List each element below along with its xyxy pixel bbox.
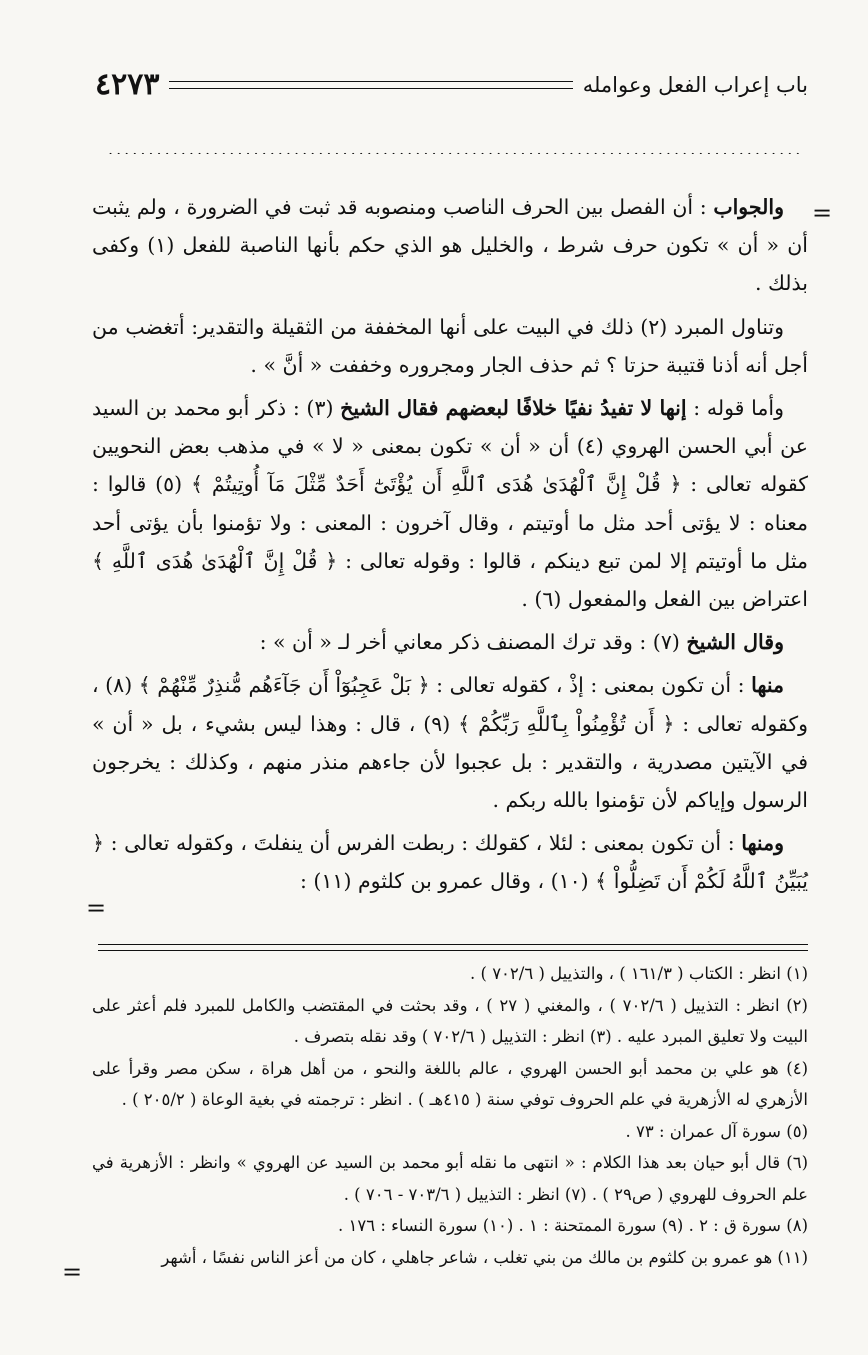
footnote-rule bbox=[98, 944, 808, 951]
paragraph-text: (٣) : ذكر أبو محمد بن السيد عن أبي الحسن الهروي (٤) أن « أن » تكون بمعنى « لا » في مذهب بعض النحويين كقوله تعالى : ﴿ قُلْ إِنَّ ٱلْهُدَىٰ هُدَى ٱللَّهِ أَن يُؤْتَىٰٓ أَحَدٌ مِّثْلَ مَآ أُوتِيتُمْ ﴾ (٥) قالوا : معناه : لا يؤتى أحد مثل ما أوتيتم ، وقال آخرون : المعنى : ولا تؤمنوا بأن يؤتى أحد مثل ما أوتيتم إلا لمن تبع دينكم ، قالوا : وقوله تعالى : ﴿ قُلْ إِنَّ ٱلْهُدَىٰ هُدَى ٱللَّهِ ﴾ اعتراض بين الفعل والمفعول (٦) . bbox=[92, 396, 809, 612]
footnote: (٢) انظر : التذييل ( ٧٠٢/٦ ) ، والمغني ( ٢٧ ) ، وقد بحثت في المقتضب والكامل للمبرد فلم أعثر على البيت ولا تعليق المبرد عليه . (٣) انظر : التذييل ( ٧٠٢/٦ ) وقد نقله بتصرف . bbox=[92, 995, 808, 1046]
lead-word: منها bbox=[751, 673, 784, 698]
continuation-mark-top: = bbox=[812, 199, 833, 227]
page-number: ٤٢٧٣ bbox=[95, 67, 160, 102]
continuation-mark-bottom: = bbox=[62, 1258, 83, 1286]
footnote: (٥) سورة آل عمران : ٧٣ . bbox=[625, 1121, 808, 1141]
footnote: (١١) هو عمرو بن كلثوم بن مالك من بني تغلب ، شاعر جاهلي ، كان من أعز الناس نفسًا ، أشهر bbox=[161, 1247, 808, 1267]
footnote: (٦) قال أبو حيان بعد هذا الكلام : « انتهى ما نقله أبو محمد بن السيد عن الهروي » وانظر : الأزهرية في علم الحروف للهروي ( ص٢٩ ) . (٧) انظر : التذييل ( ٧٠٣/٦ - ٧٠٦ ) . bbox=[92, 1153, 808, 1204]
lead-word: ومنها bbox=[741, 831, 784, 856]
paragraph-mubarrad bbox=[92, 308, 808, 384]
header-rule bbox=[169, 81, 572, 89]
paragraph-text: : أن الفصل بين الحرف الناصب ومنصوبه قد ثبت في الضرورة ، ولم يثبت أن « أن » تكون حرف شرط ، والخليل هو الذي حكم بأنها الناصبة للفعل (١) وكفى بذلك . bbox=[92, 195, 808, 296]
paragraph-idh bbox=[92, 666, 808, 819]
paragraph-shaykh bbox=[92, 623, 808, 661]
page-header bbox=[95, 68, 808, 102]
lead-word: والجواب bbox=[713, 195, 784, 219]
continuation-mark-middle: = bbox=[86, 894, 107, 922]
main-text bbox=[92, 188, 808, 906]
paragraph-text: (٧) : وقد ترك المصنف ذكر معاني أخر لـ « أن » : bbox=[259, 630, 680, 655]
paragraph-answer bbox=[92, 188, 808, 303]
paragraph-text: وتناول المبرد (٢) ذلك في البيت على أنها المخففة من الثقيلة والتقدير: أتغضب من أجل أنه أذنا قتيبة حزتا ؟ ثم حذف الجار ومجروره وخففت « أنَّ » . bbox=[92, 314, 808, 377]
footnote: (٨) سورة ق : ٢ . (٩) سورة الممتحنة : ١ . (١٠) سورة النساء : ١٧٦ . bbox=[338, 1216, 808, 1235]
footnote: (٤) هو علي بن محمد أبو الحسن الهروي ، عالم باللغة والنحو ، من أهل هراة ، سكن مصر وقرأ على الأزهري له الأزهرية في علم الحروف توفي سنة ( ٤١٥هـ ) . انظر : ترجمته في بغية الوعاة ( ٢٠٥/٢ ) . bbox=[92, 1058, 808, 1109]
footnote: (١) انظر : الكتاب ( ١٦١/٣ ) ، والتذييل ( ٧٠٢/٦ ) . bbox=[470, 964, 808, 983]
paragraph-lialla bbox=[92, 824, 808, 900]
footnotes bbox=[92, 958, 808, 1273]
paragraph-text: : أن تكون بمعنى : إذْ ، كقوله تعالى : ﴿ بَلْ عَجِبُوٓاْ أَن جَآءَهُم مُّنذِرٌ مِّنْهُمْ ﴾ (٨) ، وكقوله تعالى : ﴿ أَن تُؤْمِنُواْ بِٱللَّهِ رَبِّكُمْ ﴾ (٩) ، قال : وهذا ليس بشيء ، بل « أن » في الآيتين مصدرية ، والتقدير : بل عجبوا لأن جاءهم منذر منهم ، وكذلك : يخرجون الرسول وإياكم لأن تؤمنوا بالله ربكم . bbox=[92, 673, 808, 813]
lead-word: وقال الشيخ bbox=[686, 630, 784, 655]
dotted-separator: ...................................................................................... bbox=[108, 140, 804, 154]
bold-quote: إنها لا تفيدُ نفيًا خلافًا لبعضهم فقال الشيخ bbox=[340, 396, 687, 421]
paragraph-prefix: وأما قوله : bbox=[693, 396, 784, 421]
paragraph-text: : أن تكون بمعنى : لئلا ، كقولك : ربطت الفرس أن ينفلتَ ، وكقوله تعالى : ﴿ يُبَيِّنُ ٱللَّهُ لَكُمْ أَن تَضِلُّواْ ﴾ (١٠) ، وقال عمرو بن كلثوم (١١) : bbox=[92, 831, 808, 894]
chapter-title: باب إعراب الفعل وعوامله bbox=[582, 73, 808, 97]
paragraph-negation bbox=[92, 389, 808, 618]
